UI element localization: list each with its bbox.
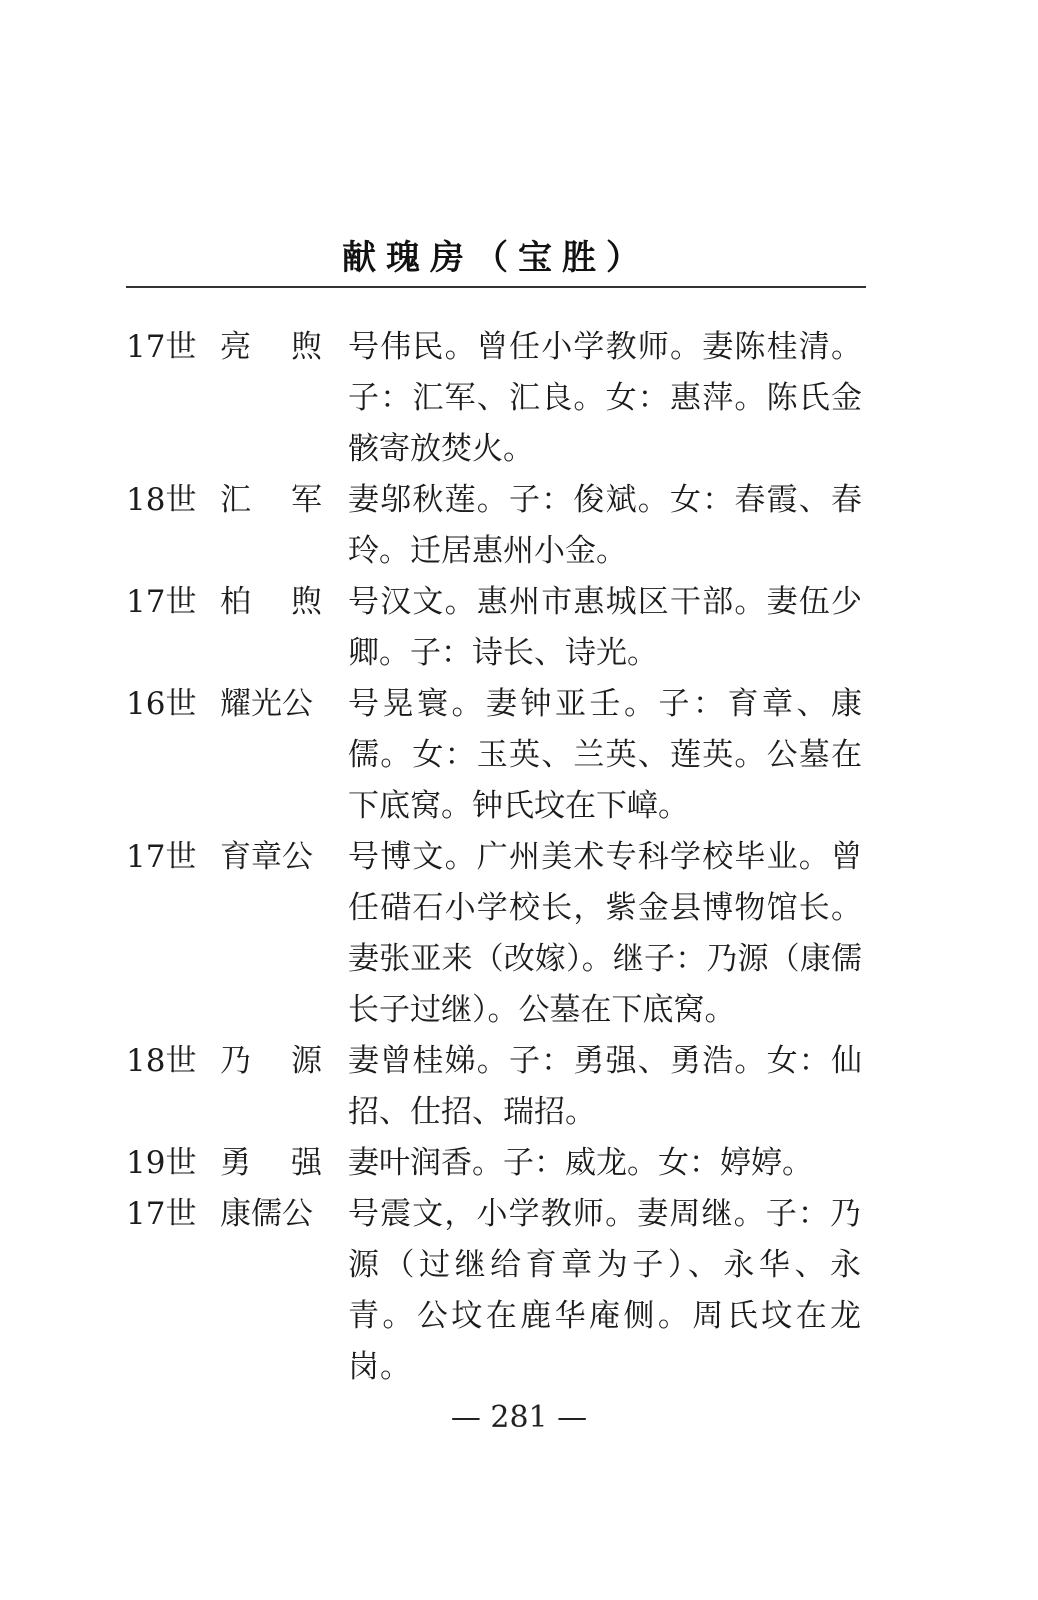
genealogy-entry — [126, 1036, 866, 1138]
person-description: 妻邬秋莲。子：俊斌。女：春霞、春玲。迁居惠州小金。 — [348, 482, 862, 569]
generation-label: 18世 — [126, 1043, 197, 1079]
generation-label: 17世 — [126, 839, 197, 875]
generation-label: 16世 — [126, 686, 197, 722]
person-description: 号晃寰。妻钟亚壬。子：育章、康儒。女：玉英、兰英、莲英。公墓在下底窝。钟氏坟在下嶂。 — [348, 686, 862, 824]
page-number: — 281 — — [450, 1400, 588, 1435]
genealogy-entry — [126, 832, 866, 1036]
person-description: 号震文，小学教师。妻周继。子：乃源（过继给育章为子）、永华、永青。公坟在鹿华庵侧。周氏坟在龙岗。 — [348, 1196, 862, 1385]
person-name: 育章公 — [220, 839, 313, 875]
genealogy-entry — [126, 679, 866, 832]
generation-label: 19世 — [126, 1145, 197, 1181]
person-description: 妻曾桂娣。子：勇强、勇浩。女：仙招、仕招、瑞招。 — [348, 1043, 862, 1130]
generation-label: 17世 — [126, 1196, 197, 1232]
header-rule — [126, 286, 866, 288]
generation-label: 17世 — [126, 329, 197, 365]
person-name: 康儒公 — [220, 1196, 313, 1232]
genealogy-entry — [126, 322, 866, 475]
person-name: 柏 煦 — [220, 584, 322, 620]
generation-label: 18世 — [126, 482, 197, 518]
person-description: 号博文。广州美术专科学校毕业。曾任碏石小学校长，紫金县博物馆长。妻张亚来（改嫁）。继子：乃源（康儒长子过继）。公墓在下底窝。 — [348, 839, 862, 1028]
page-header — [126, 222, 866, 288]
person-name: 汇 军 — [220, 482, 322, 518]
person-name: 耀光公 — [220, 686, 313, 722]
person-name: 勇 强 — [220, 1145, 322, 1181]
person-name: 亮 煦 — [220, 329, 322, 365]
page-title: 献瑰房（宝胜） — [342, 238, 650, 278]
genealogy-entry — [126, 475, 866, 577]
genealogy-list — [126, 322, 866, 1393]
person-description: 号汉文。惠州市惠城区干部。妻伍少卿。子：诗长、诗光。 — [348, 584, 862, 671]
generation-label: 17世 — [126, 584, 197, 620]
person-description: 妻叶润香。子：威龙。女：婷婷。 — [348, 1145, 813, 1181]
genealogy-entry — [126, 1189, 866, 1393]
person-description: 号伟民。曾任小学教师。妻陈桂清。子：汇军、汇良。女：惠萍。陈氏金骸寄放焚火。 — [348, 329, 862, 467]
person-name: 乃 源 — [220, 1043, 322, 1079]
genealogy-entry — [126, 1138, 866, 1189]
genealogy-entry — [126, 577, 866, 679]
